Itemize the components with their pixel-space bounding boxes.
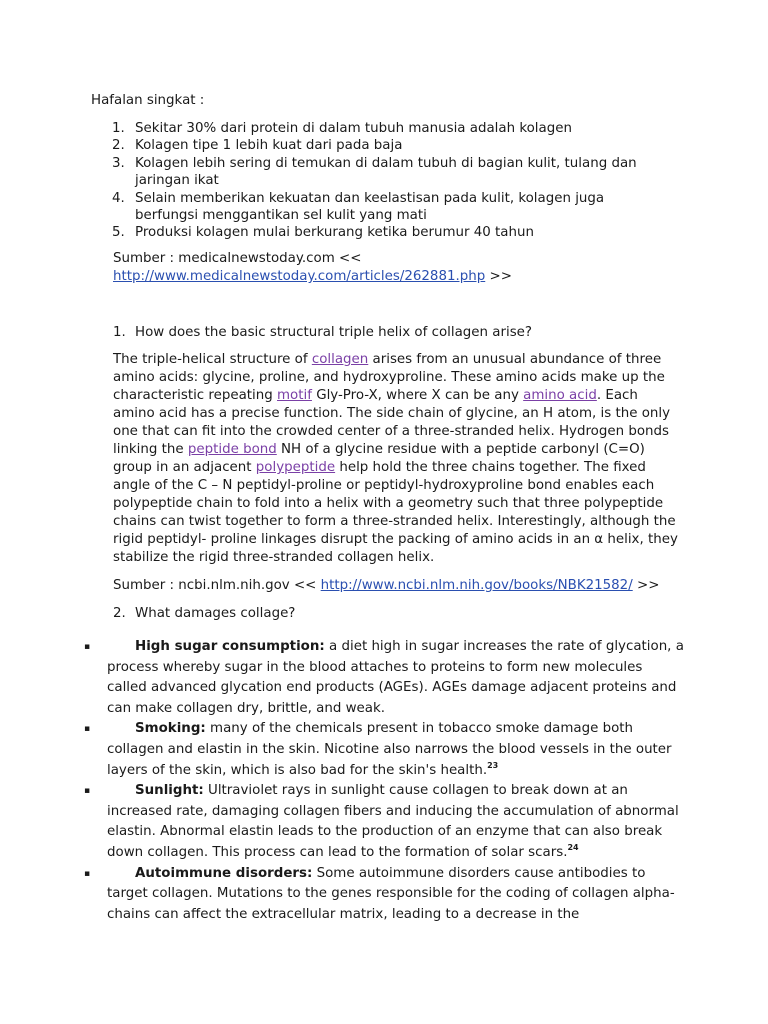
bullet-icon: ▪ <box>84 786 91 797</box>
link-collagen[interactable]: collagen <box>311 352 369 367</box>
source-citation-2: Sumber : ncbi.nlm.nih.gov << http://www.ncbi.nlm.nih.gov/books/NBK21582/ >> <box>113 578 660 593</box>
question-1: 1. How does the basic structural triple helix of collagen arise? <box>113 325 533 340</box>
reference-number: 24 <box>567 842 579 852</box>
list-item: 1. Sekitar 30% dari protein di dalam tubuh manusia adalah kolagen <box>112 121 572 136</box>
link-motif[interactable]: motif <box>277 388 312 403</box>
facts-list <box>91 120 671 242</box>
list-item: ▪ Autoimmune disorders: Some autoimmune disorders cause antibodies to target collagen. Mutations to the genes responsible for the coding of collagen alpha-chains can affect the extracellular matrix, leading to a decrease in the <box>84 865 675 922</box>
bullet-icon: ▪ <box>84 724 91 735</box>
list-item: ▪ Sunlight: Ultraviolet rays in sunlight cause collagen to break down at an increased rate, damaging collagen fibers and inducing the accumulation of abnormal elastin. Abnormal elastin leads to the production of an enzyme that can also break down collagen. This process can lead to the formation of solar scars.$^{24}$ <box>84 783 679 860</box>
source-link-ncbi[interactable]: http://www.ncbi.nlm.nih.gov/books/NBK21582/ <box>320 578 633 593</box>
source-citation-1: Sumber : medicalnewstoday.com << http://www.medicalnewstoday.com/articles/262881.php >> <box>113 251 512 284</box>
list-item: ▪ High sugar consumption: a diet high in sugar increases the rate of glycation, a process whereby sugar in the blood attaches to proteins to form new molecules called advanced glycation end products (AGEs). AGEs damage adjacent proteins and can make collagen dry, brittle, and weak. <box>84 639 684 716</box>
list-item: ▪ Smoking: many of the chemicals present in tobacco smoke damage both collagen and elastin in the skin. Nicotine also narrows the blood vessels in the outer layers of the skin, which is also bad for the skin's health.$^{23}$ <box>84 721 672 778</box>
link-polypeptide[interactable]: polypeptide <box>255 460 336 475</box>
damages-list <box>86 637 686 925</box>
list-item-text: Sekitar 30% dari protein di dalam tubuh manusia adalah kolagen <box>135 121 572 136</box>
answer-paragraph: The triple-helical structure of collagen arises from an unusual abundance of three amino acids: glycine, proline, and hydroxyproline. These amino acids make up the characteristic repeating motif Gly-Pro-X, where X can be any amino acid. Each amino acid has a precise function. The side chain of glycine, an H atom, is the only one that can fit into the crowded center of a three-stranded helix. Hydrogen bonds linking the peptide bond NH of a glycine residue with a peptide carbonyl (C=O) group in an adjacent polypeptide help hold the three chains together. The fixed angle of the C – N peptidyl-proline or peptidyl-hydroxyproline bond enables each polypeptide chain to fold into a helix with a geometry such that three polypeptide chains can twist together to form a three-stranded helix. Interestingly, although the rigid peptidyl- proline linkages disrupt the packing of amino acids in an α helix, they stabilize the rigid three-stranded collagen helix. <box>113 352 678 565</box>
section-heading: Hafalan singkat : <box>91 93 205 108</box>
question-2: 2. What damages collage? <box>113 606 296 621</box>
list-item-text: Selain memberikan kekuatan dan keelastisan pada kulit, kolagen juga berfungsi menggantikan sel kulit yang mati <box>135 190 605 224</box>
list-item-text: Kolagen tipe 1 lebih kuat dari pada baja <box>135 138 403 154</box>
list-item-text: Produksi kolagen mulai berkurang ketika berumur 40 tahun <box>135 225 534 241</box>
list-item: 2. Kolagen tipe 1 lebih kuat dari pada baja <box>112 138 403 154</box>
list-item: 3. Kolagen lebih sering di temukan di dalam tubuh di bagian kulit, tulang dan jaringan ikat <box>112 155 637 189</box>
list-item: 5. Produksi kolagen mulai berkurang ketika berumur 40 tahun <box>112 225 534 241</box>
link-amino-acid[interactable]: amino acid <box>523 388 597 403</box>
bullet-icon: ▪ <box>84 642 91 652</box>
reference-number: 23 <box>487 760 499 770</box>
list-item: 4. Selain memberikan kekuatan dan keelastisan pada kulit, kolagen juga berfungsi menggantikan sel kulit yang mati <box>112 190 605 224</box>
source-link-medicalnewstoday[interactable]: http://www.medicalnewstoday.com/articles/262881.php <box>113 269 486 284</box>
list-item-text: Kolagen lebih sering di temukan di dalam tubuh di bagian kulit, tulang dan jaringan ikat <box>135 155 637 189</box>
link-peptide-bond[interactable]: peptide bond <box>187 442 277 457</box>
bullet-icon: ▪ <box>84 868 91 879</box>
